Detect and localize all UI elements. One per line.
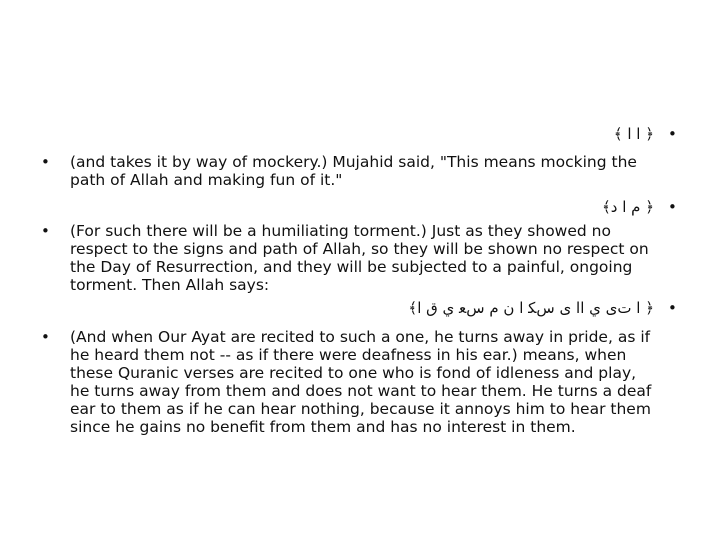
paragraph-line: since he gains no benefit from them and has no interest in them. <box>70 418 576 436</box>
paragraph-line: ear to them as if he can hear nothing, because it annoys him to hear them <box>70 400 651 418</box>
paragraph-line: these Quranic verses are recited to one who is fond of idleness and play, <box>70 364 637 382</box>
paragraph-line: he heard them not -- as if there were deafness in his ear.) means, when <box>70 346 627 364</box>
bullet-marker: • <box>41 222 50 240</box>
arabic-verse-1: ﴿ ا ا ﴾ <box>613 125 654 143</box>
paragraph-line: path of Allah and making fun of it." <box>70 171 343 189</box>
arabic-verse-3: ﴿ ﺍ ﺕﻯ ﻱ ﺍﺍ ﻯ ﺱﻜ ﺍ ﻥ ﻡ ﺱﻌ ﻱ ﻕ ﺍ﴾ <box>408 299 654 317</box>
paragraph-line: the Day of Resurrection, and they will be subjected to a painful, ongoing <box>70 258 633 276</box>
paragraph-line: torment. Then Allah says: <box>70 276 270 294</box>
arabic-verse-2: ﴿ م ا ﺩ﴾ <box>601 198 654 216</box>
bullet-marker: • <box>668 198 677 216</box>
paragraph-line: (For such there will be a humiliating torment.) Just as they showed no <box>70 222 611 240</box>
paragraph-line: respect to the signs and path of Allah, so they will be shown no respect on <box>70 240 649 258</box>
bullet-marker: • <box>668 125 677 143</box>
commentary-paragraph-1 <box>70 153 710 189</box>
paragraph-line: (and takes it by way of mockery.) Mujahid said, "This means mocking the <box>70 153 637 171</box>
commentary-paragraph-3 <box>70 328 710 436</box>
commentary-paragraph-2 <box>70 222 710 294</box>
paragraph-line: he turns away from them and does not want to hear them. He turns a deaf <box>70 382 652 400</box>
bullet-marker: • <box>41 153 50 171</box>
bullet-marker: • <box>668 299 677 317</box>
bullet-marker: • <box>41 328 50 346</box>
paragraph-line: (And when Our Ayat are recited to such a one, he turns away in pride, as if <box>70 328 651 346</box>
